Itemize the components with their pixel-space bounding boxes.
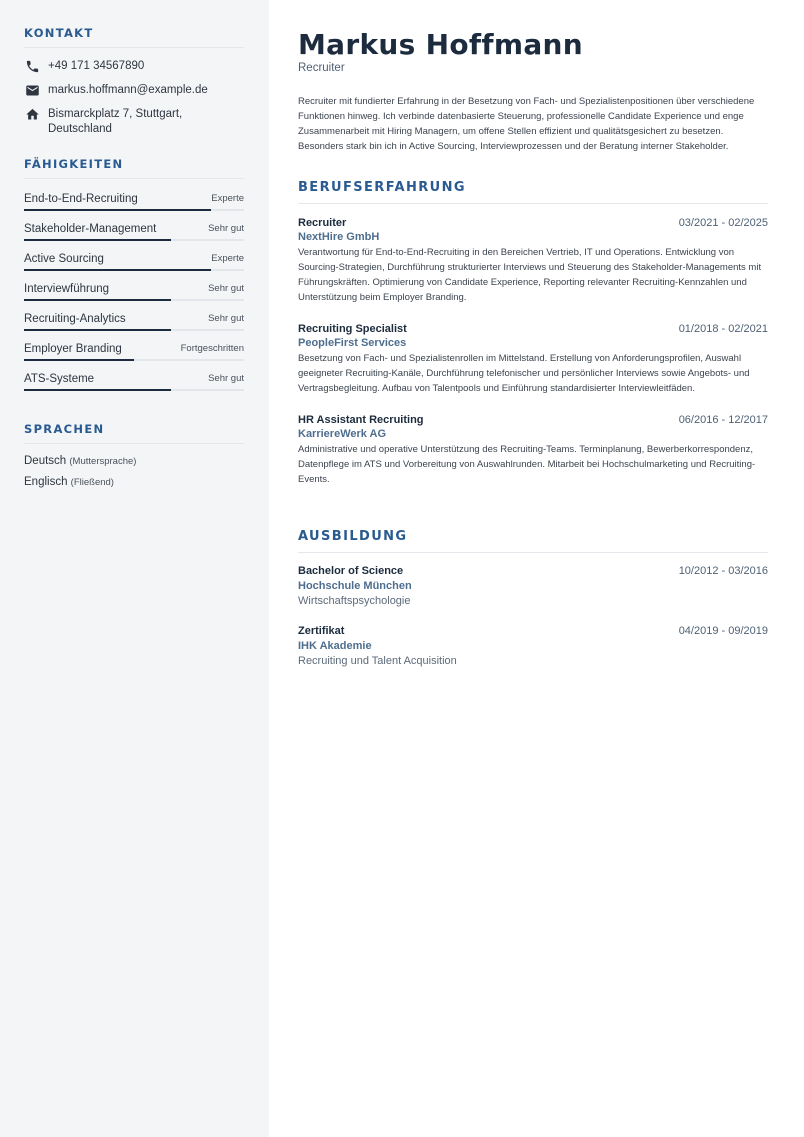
experience-description: Besetzung von Fach- und Spezialistenrollen im Mittelstand. Erstellung von Anforderungsprofilen, Auswahl geeigneter Recruiting-Kanäle, Durchführung telefonischer und persönlicher Interviews sowie Angebots- und Vertragsbegleitung. Aufbau von Talentpools und Einführung standardisierter Interviewleitfäden. [298,353,750,394]
contact-email [24,83,244,98]
education-degree: Zertifikat [298,625,345,637]
skill-bar [24,209,244,211]
education-date: 10/2012 - 03/2016 [678,565,768,577]
skill-bar [24,329,244,331]
skill-bar-fill [24,269,211,271]
language-list [24,454,244,490]
skill-bar-fill [24,389,171,391]
contact-phone [24,59,244,74]
person-name: Markus Hoffmann [298,28,584,61]
skill-item [24,372,244,402]
skill-bar-fill [24,239,171,241]
experience-heading: BERUFSERFAHRUNG [298,180,768,204]
skill-item [24,252,244,282]
address-line-2: Deutschland [48,123,112,135]
experience-title: Recruiter [298,217,347,229]
skill-item [24,342,244,372]
skill-bar [24,359,244,361]
email-address[interactable]: markus.hoffmann@example.de [48,84,208,96]
experience-company: KarriereWerk AG [298,428,387,440]
skill-level: Sehr gut [208,373,244,384]
skill-name: End-to-End-Recruiting [24,193,138,205]
job-role: Recruiter [298,62,345,74]
skill-item [24,192,244,222]
skill-level: Experte [211,253,244,264]
skill-bar [24,389,244,391]
home-icon [24,107,40,122]
skill-bar [24,269,244,271]
skill-bar [24,299,244,301]
education-field: Wirtschaftspsychologie [298,595,411,607]
skills-heading: FÄHIGKEITEN [24,157,244,179]
language-name: Englisch [24,476,68,488]
experience-description: Verantwortung für End-to-End-Recruiting in den Bereichen Vertrieb, IT und Operations. Entwicklung von Sourcing-Strategien, Durchführung strukturierter Interviews und Steuerung des Stakeholder-Managements mit Führungskräften. Optimierung von Candidate Experience, Reporting relevanter Recruiting-Kennzahlen und Unterstützung beim Employer Branding. [298,247,762,303]
language-level: (Muttersprache) [69,456,137,467]
skill-level: Sehr gut [208,313,244,324]
skill-name: Stakeholder-Management [24,223,157,235]
phone-icon [24,59,40,74]
main-content [269,0,804,1137]
skill-item [24,312,244,342]
skill-bar-fill [24,329,171,331]
skill-name: Active Sourcing [24,253,104,265]
experience-date: 01/2018 - 02/2021 [678,323,768,335]
language-item [24,454,244,469]
phone-number[interactable]: +49 171 34567890 [48,60,145,72]
contact-heading: KONTAKT [24,26,244,48]
experience-company: NextHire GmbH [298,231,380,243]
education-item [298,565,768,607]
experience-date: 06/2016 - 12/2017 [678,414,768,426]
education-degree: Bachelor of Science [298,565,404,577]
skill-bar-fill [24,209,211,211]
education-item [298,625,768,667]
skill-bar [24,239,244,241]
education-list [298,565,768,667]
skill-name: ATS-Systeme [24,373,95,385]
experience-item [298,323,768,396]
experience-description: Administrative und operative Unterstützung des Recruiting-Teams. Terminplanung, Bewerberkorrespondenz, Datenpflege im ATS und Vorbereitung von Auswahlrunden. Mitarbeit bei Hochschulmarketing und Recruiting-Events. [298,444,756,485]
experience-title: Recruiting Specialist [298,323,407,335]
skill-list [24,192,244,402]
skill-level: Sehr gut [208,283,244,294]
skill-level: Sehr gut [208,223,244,234]
skill-name: Interviewführung [24,283,110,295]
education-field: Recruiting und Talent Acquisition [298,655,457,667]
profile-summary: Recruiter mit fundierter Erfahrung in der Besetzung von Fach- und Spezialistenpositionen über verschiedene Funktionen hinweg. Ich verbinde datenbasierte Steuerung, professionelle Candidate Experience und enge Zusammenarbeit mit Hiring Managern, um offene Stellen effizient und qualitätsgesichert zu besetzen. Besonders stark bin ich in Active Sourcing, Interviewprozessen und der Beratung interner Stakeholder. [298,96,755,152]
skill-item [24,222,244,252]
education-date: 04/2019 - 09/2019 [678,625,768,637]
languages-heading: SPRACHEN [24,422,244,444]
skill-level: Experte [211,193,244,204]
experience-item [298,414,768,487]
experience-company: PeopleFirst Services [298,337,407,349]
experience-list [298,217,768,487]
contact-list [24,59,244,137]
education-school: IHK Akademie [298,640,372,652]
skill-name: Employer Branding [24,343,122,355]
address-line-1: Bismarckplatz 7, Stuttgart, [48,108,183,120]
experience-date: 03/2021 - 02/2025 [678,217,768,229]
skill-bar-fill [24,359,134,361]
skill-level: Fortgeschritten [180,343,244,354]
sidebar [0,0,269,1137]
mail-icon [24,83,40,98]
address [48,107,182,137]
language-item [24,475,244,490]
language-name: Deutsch [24,455,67,467]
skill-item [24,282,244,312]
language-level: (Fließend) [70,477,114,488]
contact-address [24,107,244,137]
skill-name: Recruiting-Analytics [24,313,126,325]
experience-title: HR Assistant Recruiting [298,414,424,426]
education-school: Hochschule München [298,580,412,592]
education-heading: AUSBILDUNG [298,529,768,553]
skill-bar-fill [24,299,171,301]
experience-item [298,217,768,305]
